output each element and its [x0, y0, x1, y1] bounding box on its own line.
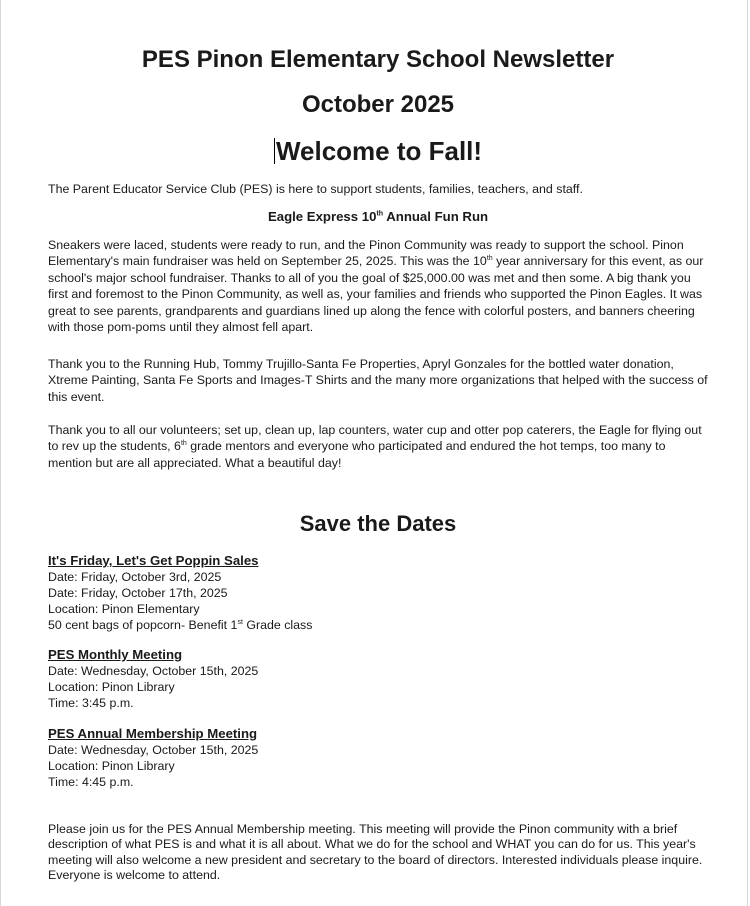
event-line: Location: Pinon Elementary	[48, 602, 200, 616]
event-line: Date: Wednesday, October 15th, 2025	[48, 664, 259, 678]
event-line: Date: Wednesday, October 15th, 2025	[48, 743, 259, 757]
event-line: Time: 3:45 p.m.	[48, 696, 134, 710]
intro-paragraph: The Parent Educator Service Club (PES) is here to support students, families, teachers, and staff.	[48, 182, 583, 196]
event-line: Time: 4:45 p.m.	[48, 775, 134, 789]
event-line: Date: Friday, October 3rd, 2025	[48, 570, 222, 584]
fun-run-p3-sup: th	[180, 440, 187, 448]
event-poppin-sales	[48, 553, 708, 633]
fun-run-p1-sup: th	[486, 255, 493, 263]
text-cursor	[274, 138, 275, 164]
fun-run-heading-post: Annual Fun Run	[383, 209, 489, 224]
event-line: Location: Pinon Library	[48, 680, 175, 694]
fun-run-p3-a: Thank you to all our volunteers; set up, clean up, lap counters, water cup and otter pop caterers, the Eagle for flying out to rev up the students, 6	[48, 423, 702, 454]
event-monthly-meeting	[48, 647, 708, 711]
event-extra-pre: 50 cent bags of popcorn- Benefit 1	[48, 618, 238, 632]
fun-run-paragraph-3	[48, 422, 708, 471]
newsletter-month: October 2025	[301, 91, 455, 118]
fun-run-p1-b: year anniversary for this event, as our school's major school fundraiser. Thanks to all of you the goal of $25,000.00 was met and then some. A big thank you first and foremost to the Pinon Community, as well as, your families and friends who supported the Pinon Eagles. It was great to see parents, grandparents and guardians lined up along the fence with colorful posters, and banners cheering with those pom-poms until they almost fell apart.	[48, 254, 704, 335]
fun-run-heading-pre: Eagle Express 10	[267, 209, 377, 224]
event-title: It's Friday, Let's Get Poppin Sales	[48, 553, 259, 568]
welcome-heading-text: Welcome to Fall!	[275, 136, 483, 166]
event-title: PES Monthly Meeting	[48, 647, 183, 662]
newsletter-title: PES Pinon Elementary School Newsletter	[141, 46, 615, 73]
event-line	[48, 617, 708, 633]
event-title: PES Annual Membership Meeting	[48, 726, 258, 741]
welcome-heading[interactable]	[48, 137, 708, 165]
fun-run-p1-a: Sneakers were laced, students were ready to run, and the Pinon Community was ready to support the school. Pinon Elementary's main fundraiser was held on September 25, 2025. This was the 10	[48, 238, 684, 269]
event-line: Date: Friday, October 17th, 2025	[48, 586, 228, 600]
event-annual-membership-meeting	[48, 726, 708, 790]
fun-run-heading	[48, 208, 708, 226]
event-extra-post: Grade class	[242, 618, 313, 632]
fun-run-heading-sup: th	[376, 210, 384, 218]
event-line: Location: Pinon Library	[48, 759, 175, 773]
save-the-dates-heading: Save the Dates	[299, 511, 457, 536]
fun-run-paragraph-2: Thank you to the Running Hub, Tommy Trujillo-Santa Fe Properties, Apryl Gonzales for the bottled water donation, Xtreme Painting, Santa Fe Sports and Images-T Shirts and the many more organizations that helped with the success of this event.	[48, 357, 708, 404]
event-extra-sup: st	[237, 618, 243, 626]
fun-run-p3-b: grade mentors and everyone who participated and endured the hot temps, too many to mention but are all appreciated. What a beautiful day!	[48, 439, 666, 470]
closing-paragraph: Please join us for the PES Annual Membership meeting. This meeting will provide the Pinon community with a brief description of what PES is and what it is all about. What we do for the school and WHAT you can do for us. This year's meeting will also welcome a new president and secretary to the board of directors. Interested individuals please inquire. Everyone is welcome to attend.	[48, 822, 703, 883]
fun-run-paragraph-1	[48, 237, 708, 335]
